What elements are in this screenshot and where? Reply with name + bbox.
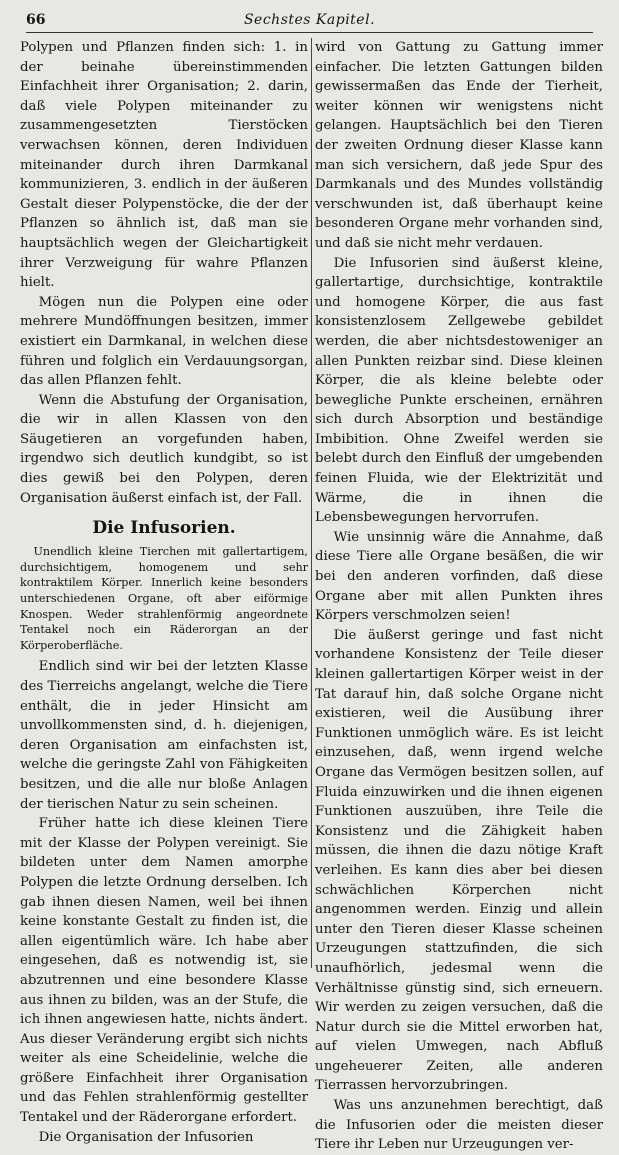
section-summary <box>20 544 308 653</box>
paragraph: Was uns anzunehmen berechtigt, daß die Infusorien oder die meisten dieser Tiere ihr Leben nur Urzeugungen ver- <box>315 1098 603 1153</box>
paragraph: Die Organisation der Infusorien <box>38 1129 254 1145</box>
paragraph: Mögen nun die Polypen eine oder mehrere Mundöffnungen besitzen, immer existiert ein Darmkanal, in welchen diese führen und folglich ein Verdauungsorgan, das allen Pflanzen fehlt. <box>20 294 308 389</box>
column-divider <box>311 38 312 968</box>
text-columns <box>20 38 603 1153</box>
paragraph: Früher hatte ich diese kleinen Tiere mit der Klasse der Polypen vereinigt. Sie bildeten unter dem Namen amorphe Polypen die letzte Ordnung derselben. Ich gab ihnen diesen Namen, weil bei ihnen keine konstante Gestalt zu finden ist, die allen eigentümlich wäre. Ich habe aber eingesehen, daß es notwendig ist, sie abzutrennen und eine besondere Klasse aus ihnen zu bilden, was an der Stufe, die ich ihnen angewiesen hatte, nichts ändert. Aus dieser Veränderung ergibt sich nichts weiter als eine Scheidelinie, welche die größere Einfachheit ihrer Organisation und das Fehlen strahlenförmig gestellter Tentakel und der Räderorgane erfordert. <box>20 816 308 1126</box>
section-title: Die Infusorien. <box>92 518 236 539</box>
page-number: 66 <box>26 12 46 28</box>
paragraph: Polypen und Pflanzen finden sich: 1. in der beinahe übereinstimmenden Einfachheit ihrer Organisation; 2. darin, daß viele Polypen miteinander zu zusammengesetzten Tierstöcken verwachsen können, deren Individuen miteinander durch ihren Darmkanal kommunizieren, 3. endlich in der äußeren Gestalt dieser Polypenstöcke, die der der Pflanzen so ähnlich ist, daß man sie hauptsächlich wegen der Gleichartigkeit ihrer Verzweigung für wahre Pflanzen hielt. <box>20 40 308 291</box>
paragraph: Wenn die Abstufung der Organisation, die wir in allen Klassen von den Säugetieren an vorgefunden haben, irgendwo sich deutlich kundgibt, so ist dies gewiß bei den Polypen, deren Organisation äußerst einfach ist, der Fall. <box>20 392 308 506</box>
left-column <box>20 38 308 1145</box>
paragraph: Die Infusorien sind äußerst kleine, gallertartige, durchsichtige, kontraktile und homogene Körper, die aus fast konsistenzlosem Zellgewebe gebildet werden, die aber nichtsdestoweniger an allen Punkten reizbar sind. Diese kleinen Körper, die als kleine belebte oder bewegliche Punkte erscheinen, ernähren sich durch Absorption und beständige Imbibition. Ohne Zweifel werden sie belebt durch den Einfluß der umgebenden feinen Fluida, wie der Elektrizität und Wärme, die in ihnen die Lebensbewegungen hervorrufen. <box>315 255 603 526</box>
paragraph: Die äußerst geringe und fast nicht vorhandene Konsistenz der Teile dieser kleinen gallertartigen Körper weist in der Tat darauf hin, daß solche Organe nicht existieren, weil die Ausübung ihrer Funktionen unmöglich wäre. Es ist leicht einzusehen, daß, wenn irgend welche Organe das Vermögen besitzen sollen, auf Fluida einzuwirken und die ihnen eigenen Funktionen auszuüben, ihre Teile die Konsistenz und die Zähigkeit haben müssen, die ihnen die dazu nötige Kraft verleihen. Es kann dies aber bei diesen schwächlichen Körperchen nicht angenommen werden. Einzig und allein unter den Tieren dieser Klasse scheinen Urzeugungen stattzufinden, die sich unaufhörlich, jedesmal wenn die Verhältnisse günstig sind, sich erneuern. Wir werden zu zeigen versuchen, daß die Natur durch sie die Mittel erworben hat, auf vielen Umwegen, nach Abfluß ungeheuerer Zeiten, alle anderen Tierrassen hervorzubringen. <box>315 627 603 1094</box>
paragraph: wird von Gattung zu Gattung immer einfacher. Die letzten Gattungen bilden gewissermaßen das Ende der Tierheit, weiter können wir wenigstens nicht gelangen. Hauptsächlich bei den Tieren der zweiten Ordnung dieser Klasse kann man sich versichern, daß jede Spur des Darmkanals und des Mundes vollständig verschwunden ist, daß überhaupt keine besonderen Organe mehr vorhanden sind, und daß sie nicht mehr verdauen. <box>315 40 603 251</box>
right-column <box>315 38 603 1153</box>
paragraph: Endlich sind wir bei der letzten Klasse des Tierreichs angelangt, welche die Tiere enthält, die in jeder Hinsicht am unvollkommensten sind, d. h. diejenigen, deren Organisation am einfachsten ist, welche die geringste Zahl von Fähigkeiten besitzen, und die alle nur bloße Anlagen der tierischen Natur zu sein scheinen. <box>20 659 308 812</box>
running-title: Sechstes Kapitel. <box>243 12 376 28</box>
summary-text: Unendlich kleine Tierchen mit gallertartigem, durchsichtigem, homogenem und sehr kontraktilem Körper. Innerlich keine besonders unterschiedenen Organe, oft aber eiförmige Knospen. Weder strahlenförmig angeordnete Tentakel noch ein Räderorgan an der Körperoberfläche. <box>20 545 308 652</box>
paragraph: Wie unsinnig wäre die Annahme, daß diese Tiere alle Organe besäßen, die wir bei den anderen vorfinden, daß diese Organe aber mit allen Punkten ihres Körpers verschmolzen seien! <box>315 529 603 624</box>
page-header <box>26 10 593 33</box>
